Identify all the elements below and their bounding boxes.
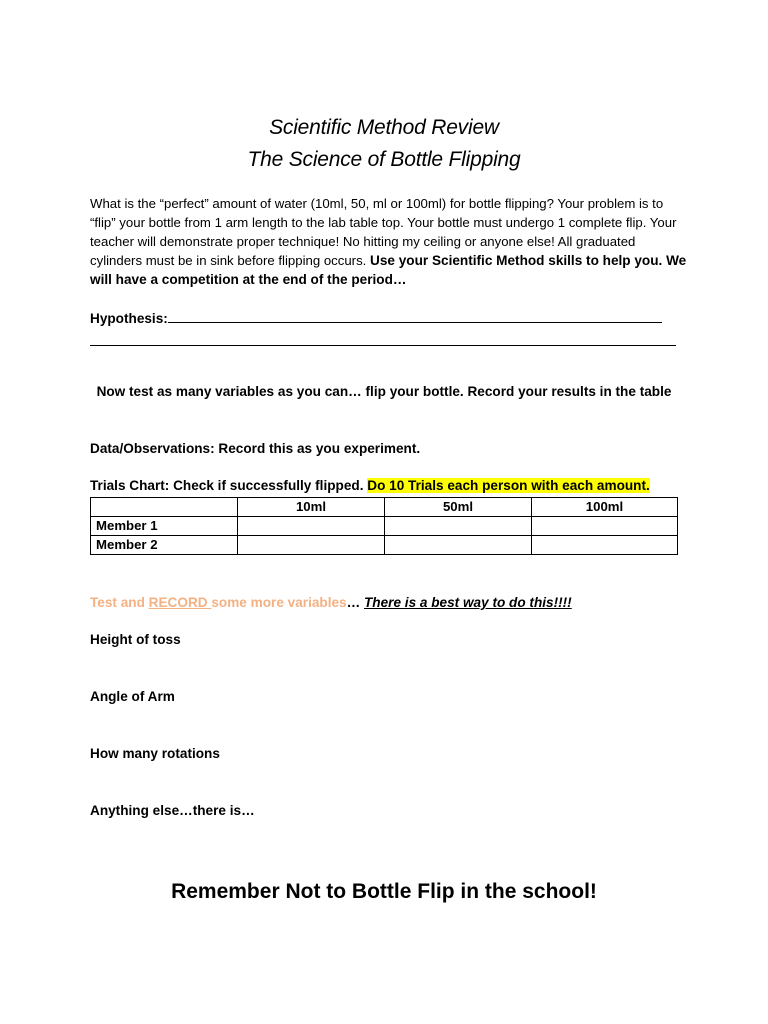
cell-member-1-50ml[interactable] <box>385 517 532 536</box>
cell-member-1-10ml[interactable] <box>238 517 385 536</box>
header-cell-100ml: 100ml <box>532 498 678 517</box>
header-cell-50ml: 50ml <box>385 498 532 517</box>
cell-member-2-100ml[interactable] <box>532 536 678 555</box>
title-line-1: Scientific Method Review <box>269 116 499 139</box>
cell-member-1-100ml[interactable] <box>532 517 678 536</box>
hypothesis-section <box>90 308 690 346</box>
variables-ellipsis: … <box>346 595 364 610</box>
hypothesis-blank-line-2 <box>90 331 676 346</box>
variable-rotations: How many rotations <box>90 746 220 761</box>
header-cell-empty <box>91 498 238 517</box>
hypothesis-blank-line-1 <box>168 308 662 323</box>
variables-record: RECORD <box>148 595 212 610</box>
data-observations-label: Data/Observations: Record this as you experiment. <box>90 441 421 456</box>
trials-table <box>90 497 678 555</box>
table-header-row <box>91 498 678 517</box>
test-instruction: Now test as many variables as you can… flip your bottle. Record your results in the table <box>96 384 672 399</box>
row-label-member-2: Member 2 <box>91 536 238 555</box>
cell-member-2-50ml[interactable] <box>385 536 532 555</box>
trials-highlight: Do 10 Trials each person with each amount. <box>367 478 650 493</box>
trials-chart-label <box>90 478 650 493</box>
variables-best-way: There is a best way to do this!!!! <box>364 595 572 610</box>
variables-line <box>90 595 572 610</box>
cell-member-2-10ml[interactable] <box>238 536 385 555</box>
trials-chart-text: Trials Chart: Check if successfully flipped. <box>90 478 368 493</box>
hypothesis-label: Hypothesis: <box>90 311 168 326</box>
table-row <box>91 517 678 536</box>
intro-paragraph <box>90 194 690 289</box>
intro-bold-text: Use your Scientific Method skills to help you. We will have a competition at the end of the period… <box>90 253 687 287</box>
row-label-member-1: Member 1 <box>91 517 238 536</box>
variable-angle-of-arm: Angle of Arm <box>90 689 175 704</box>
intro-text: What is the “perfect” amount of water (10ml, 50, ml or 100ml) for bottle flipping? Your problem is to “flip” your bottle from 1 arm length to the lab table top. Your bottle must undergo 1 complete flip. Your teacher will demonstrate proper technique! No hitting my ceiling or anyone else! All graduated cylinders must be in sink before flipping occurs. <box>90 196 677 268</box>
title-line-2: The Science of Bottle Flipping <box>247 148 521 171</box>
variable-height-of-toss: Height of toss <box>90 632 181 647</box>
variables-part-1: Test and <box>90 595 149 610</box>
footer-reminder: Remember Not to Bottle Flip in the school! <box>171 880 597 903</box>
variable-anything-else: Anything else…there is… <box>90 803 255 818</box>
table-row <box>91 536 678 555</box>
header-cell-10ml: 10ml <box>238 498 385 517</box>
variables-part-3: some more variables <box>211 595 347 610</box>
